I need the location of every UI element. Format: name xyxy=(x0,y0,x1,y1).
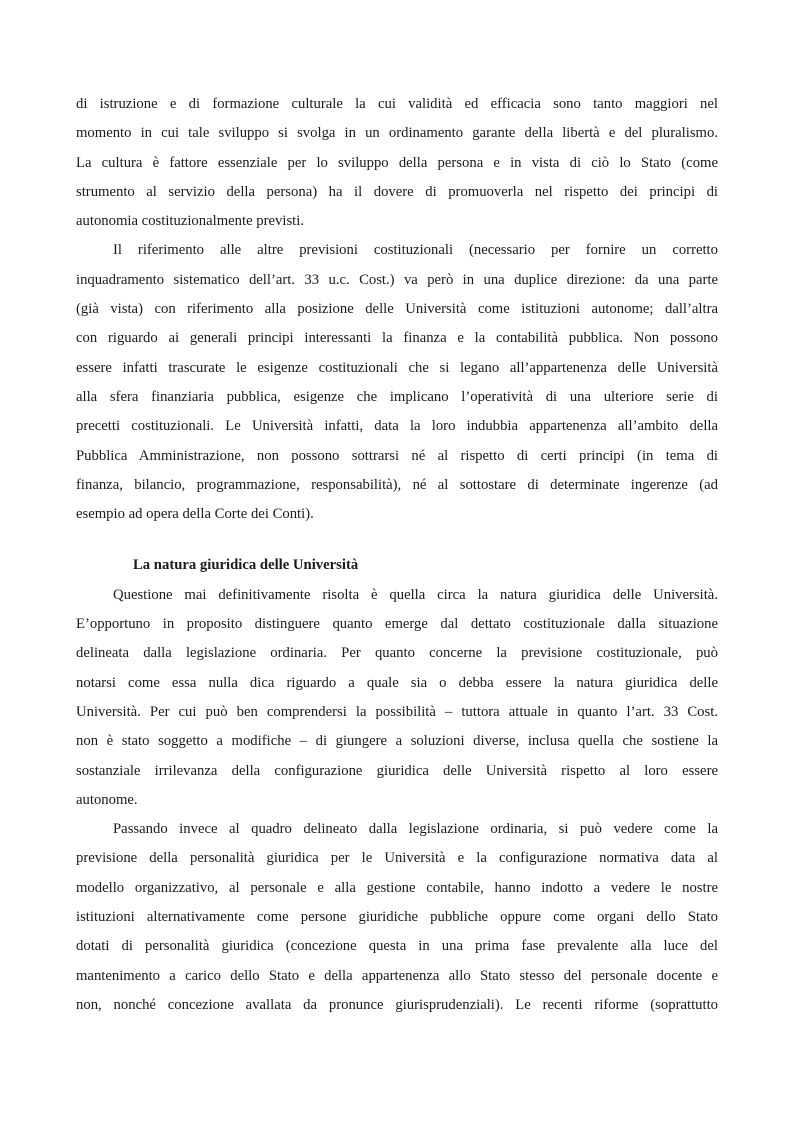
paragraph xyxy=(76,90,718,236)
text-line: precetti costituzionali. Le Università infatti, data la loro indubbia appartenenza all’ambito della xyxy=(76,418,718,435)
section-heading: La natura giuridica delle Università xyxy=(133,557,359,574)
text-line: esempio ad opera della Corte dei Conti). xyxy=(76,506,314,523)
text-line: mantenimento a carico dello Stato e della appartenenza allo Stato stesso del personale docente e xyxy=(76,967,718,984)
text-line: Questione mai definitivamente risolta è quella circa la natura giuridica delle Università. xyxy=(113,586,718,603)
paragraph xyxy=(76,815,718,1020)
text-line: Università. Per cui può ben comprendersi la possibilità – tuttora attuale in quanto l’art. 33 Cost. xyxy=(76,703,718,720)
text-line: modello organizzativo, al personale e alla gestione contabile, hanno indotto a vedere le nostre xyxy=(76,879,718,896)
text-line: notarsi come essa nulla dica riguardo a quale sia o debba essere la natura giuridica delle xyxy=(76,674,718,691)
text-line: finanza, bilancio, programmazione, responsabilità), né al sottostare di determinate ingerenze (ad xyxy=(76,476,718,493)
text-line: non, nonché concezione avallata da pronunce giurisprudenziali). Le recenti riforme (soprattutto xyxy=(76,996,718,1013)
text-line: autonome. xyxy=(76,791,138,808)
text-line: non è stato soggetto a modifiche – di giungere a soluzioni diverse, inclusa quella che sostiene la xyxy=(76,733,718,750)
text-line: delineata dalla legislazione ordinaria. Per quanto concerne la previsione costituzionale, può xyxy=(76,645,718,662)
text-line: con riguardo ai generali principi interessanti la finanza e la contabilità pubblica. Non possono xyxy=(76,330,718,347)
text-line: sostanziale irrilevanza della configurazione giuridica delle Università rispetto al loro essere xyxy=(76,762,718,779)
text-line: Pubblica Amministrazione, non possono sottrarsi né al rispetto di certi principi (in tema di xyxy=(76,447,718,464)
text-line: autonomia costituzionalmente previsti. xyxy=(76,213,305,230)
text-line: essere infatti trascurate le esigenze costituzionali che si legano all’appartenenza delle Università xyxy=(76,359,718,376)
text-line: Il riferimento alle altre previsioni costituzionali (necessario per fornire un corretto xyxy=(113,242,718,259)
text-line: istituzioni alternativamente come persone giuridiche pubbliche oppure come organi dello Stato xyxy=(76,909,718,926)
text-line: Passando invece al quadro delineato dalla legislazione ordinaria, si può vedere come la xyxy=(113,821,718,838)
paragraph xyxy=(76,236,718,529)
text-line: strumento al servizio della persona) ha il dovere di promuoverla nel rispetto dei principi di xyxy=(76,183,718,200)
document-page xyxy=(76,90,718,1020)
text-line: di istruzione e di formazione culturale la cui validità ed efficacia sono tanto maggiori nel xyxy=(76,96,718,112)
text-line: dotati di personalità giuridica (concezione questa in una prima fase prevalente alla luce del xyxy=(76,938,718,955)
text-line: E’opportuno in proposito distinguere quanto emerge dal dettato costituzionale dalla situazione xyxy=(76,616,718,633)
paragraph xyxy=(76,581,718,815)
text-line: (già vista) con riferimento alla posizione delle Università come istituzioni autonome; dall’altra xyxy=(76,301,718,318)
text-line: La cultura è fattore essenziale per lo sviluppo della persona e in vista di ciò lo Stato (come xyxy=(76,154,718,171)
text-line: momento in cui tale sviluppo si svolga in un ordinamento garante della libertà e del pluralismo. xyxy=(76,125,718,142)
text-line: alla sfera finanziaria pubblica, esigenze che implicano l’operatività di una ulteriore serie di xyxy=(76,388,718,405)
text-line: inquadramento sistematico dell’art. 33 u.c. Cost.) va però in una duplice direzione: da una parte xyxy=(76,271,718,288)
text-line: previsione della personalità giuridica per le Università e la configurazione normativa data al xyxy=(76,850,718,867)
